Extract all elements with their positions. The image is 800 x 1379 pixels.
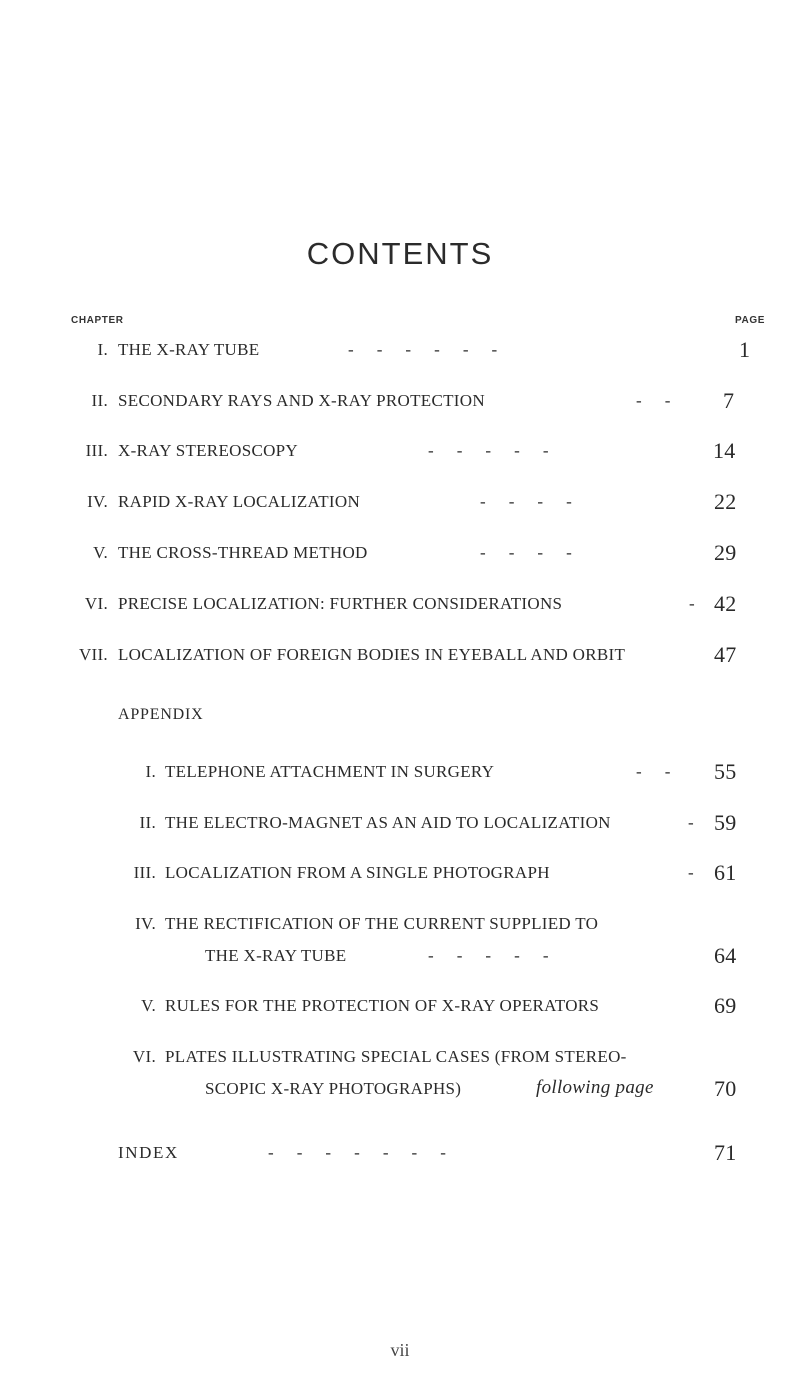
- toc-entry-chapter-7[interactable]: [0, 642, 800, 669]
- appendix-heading: APPENDIX: [118, 706, 204, 723]
- appendix-title: PLATES ILLUSTRATING SPECIAL CASES (FROM STEREO-: [165, 1047, 627, 1066]
- page-number: 70: [714, 1076, 737, 1101]
- appendix-title-continued: THE X-RAY TUBE: [205, 946, 347, 965]
- leader-dashes: - - - -: [480, 543, 573, 562]
- page-title: CONTENTS: [306, 236, 494, 271]
- leader-dashes: -: [689, 594, 695, 613]
- chapter-title: THE CROSS-THREAD METHOD: [118, 543, 368, 562]
- chapter-column-label: CHAPTER: [71, 315, 124, 326]
- page-number: 71: [714, 1140, 737, 1165]
- page-number: 29: [714, 540, 737, 565]
- chapter-number: VI.: [84, 594, 108, 613]
- chapter-title: THE X-RAY TUBE: [118, 340, 260, 359]
- chapter-number: V.: [93, 543, 108, 562]
- chapter-number: VII.: [78, 645, 108, 664]
- chapter-title: SECONDARY RAYS AND X-RAY PROTECTION: [118, 391, 485, 410]
- toc-entry-appendix-3[interactable]: [0, 860, 800, 887]
- page-number: 47: [714, 642, 737, 667]
- chapter-title: PRECISE LOCALIZATION: FURTHER CONSIDERATIONS: [118, 594, 563, 613]
- toc-entry-appendix-6[interactable]: [0, 1047, 800, 1071]
- appendix-title: RULES FOR THE PROTECTION OF X-RAY OPERATORS: [165, 996, 600, 1015]
- appendix-title: THE RECTIFICATION OF THE CURRENT SUPPLIED TO: [165, 914, 599, 933]
- leader-dashes: - -: [636, 762, 671, 781]
- page-number: 55: [714, 759, 737, 784]
- page-number: 64: [714, 943, 737, 968]
- chapter-title: RAPID X-RAY LOCALIZATION: [118, 492, 361, 511]
- toc-entry-chapter-2[interactable]: [0, 388, 800, 415]
- toc-entry-appendix-4[interactable]: [0, 914, 800, 938]
- appendix-title: TELEPHONE ATTACHMENT IN SURGERY: [165, 762, 495, 781]
- page-number: 14: [713, 438, 736, 463]
- leader-dashes: - - - - - - -: [268, 1143, 447, 1162]
- page-number: 7: [723, 388, 735, 413]
- appendix-number: II.: [139, 813, 156, 832]
- toc-entry-appendix-4-continued[interactable]: [0, 943, 800, 970]
- leader-dashes: - - - - -: [428, 441, 549, 460]
- page-number: 1: [739, 337, 751, 362]
- chapter-title: X-RAY STEREOSCOPY: [118, 441, 299, 460]
- chapter-title: LOCALIZATION OF FOREIGN BODIES IN EYEBALL AND ORBIT: [118, 645, 626, 664]
- appendix-number: III.: [133, 863, 156, 882]
- page-number: 22: [714, 489, 737, 514]
- appendix-number: IV.: [135, 914, 156, 933]
- toc-entry-appendix-5[interactable]: [0, 993, 800, 1020]
- appendix-title: THE ELECTRO-MAGNET AS AN AID TO LOCALIZATION: [165, 813, 611, 832]
- toc-entry-chapter-1[interactable]: [0, 337, 800, 364]
- toc-entry-appendix-6-continued[interactable]: [0, 1076, 800, 1103]
- appendix-title: LOCALIZATION FROM A SINGLE PHOTOGRAPH: [165, 863, 550, 882]
- page-number: 69: [714, 993, 737, 1018]
- placement-note: following page: [536, 1077, 654, 1098]
- index-label: INDEX: [118, 1143, 179, 1162]
- leader-dashes: - -: [636, 391, 671, 410]
- appendix-number: VI.: [132, 1047, 156, 1066]
- page-folio: vii: [390, 1340, 410, 1360]
- chapter-number: I.: [97, 340, 108, 359]
- chapter-number: IV.: [87, 492, 108, 511]
- appendix-number: I.: [145, 762, 156, 781]
- toc-entry-chapter-6[interactable]: [0, 591, 800, 618]
- chapter-number: II.: [91, 391, 108, 410]
- page-number: 59: [714, 810, 737, 835]
- page-number: 61: [714, 860, 737, 885]
- chapter-number: III.: [85, 441, 108, 460]
- leader-dashes: - - - - - -: [348, 340, 498, 359]
- leader-dashes: - - - - -: [428, 946, 549, 965]
- leader-dashes: -: [688, 813, 694, 832]
- toc-entry-chapter-3[interactable]: [0, 438, 800, 465]
- leader-dashes: -: [688, 863, 694, 882]
- page-column-label: PAGE: [735, 315, 765, 326]
- appendix-number: V.: [141, 996, 156, 1015]
- page-number: 42: [714, 591, 737, 616]
- toc-entry-appendix-2[interactable]: [0, 810, 800, 837]
- leader-dashes: - - - -: [480, 492, 573, 511]
- toc-entry-chapter-4[interactable]: [0, 489, 800, 516]
- toc-entry-index[interactable]: [0, 1140, 800, 1167]
- appendix-title-continued: SCOPIC X-RAY PHOTOGRAPHS): [205, 1079, 462, 1098]
- toc-entry-chapter-5[interactable]: [0, 540, 800, 567]
- toc-entry-appendix-1[interactable]: [0, 759, 800, 786]
